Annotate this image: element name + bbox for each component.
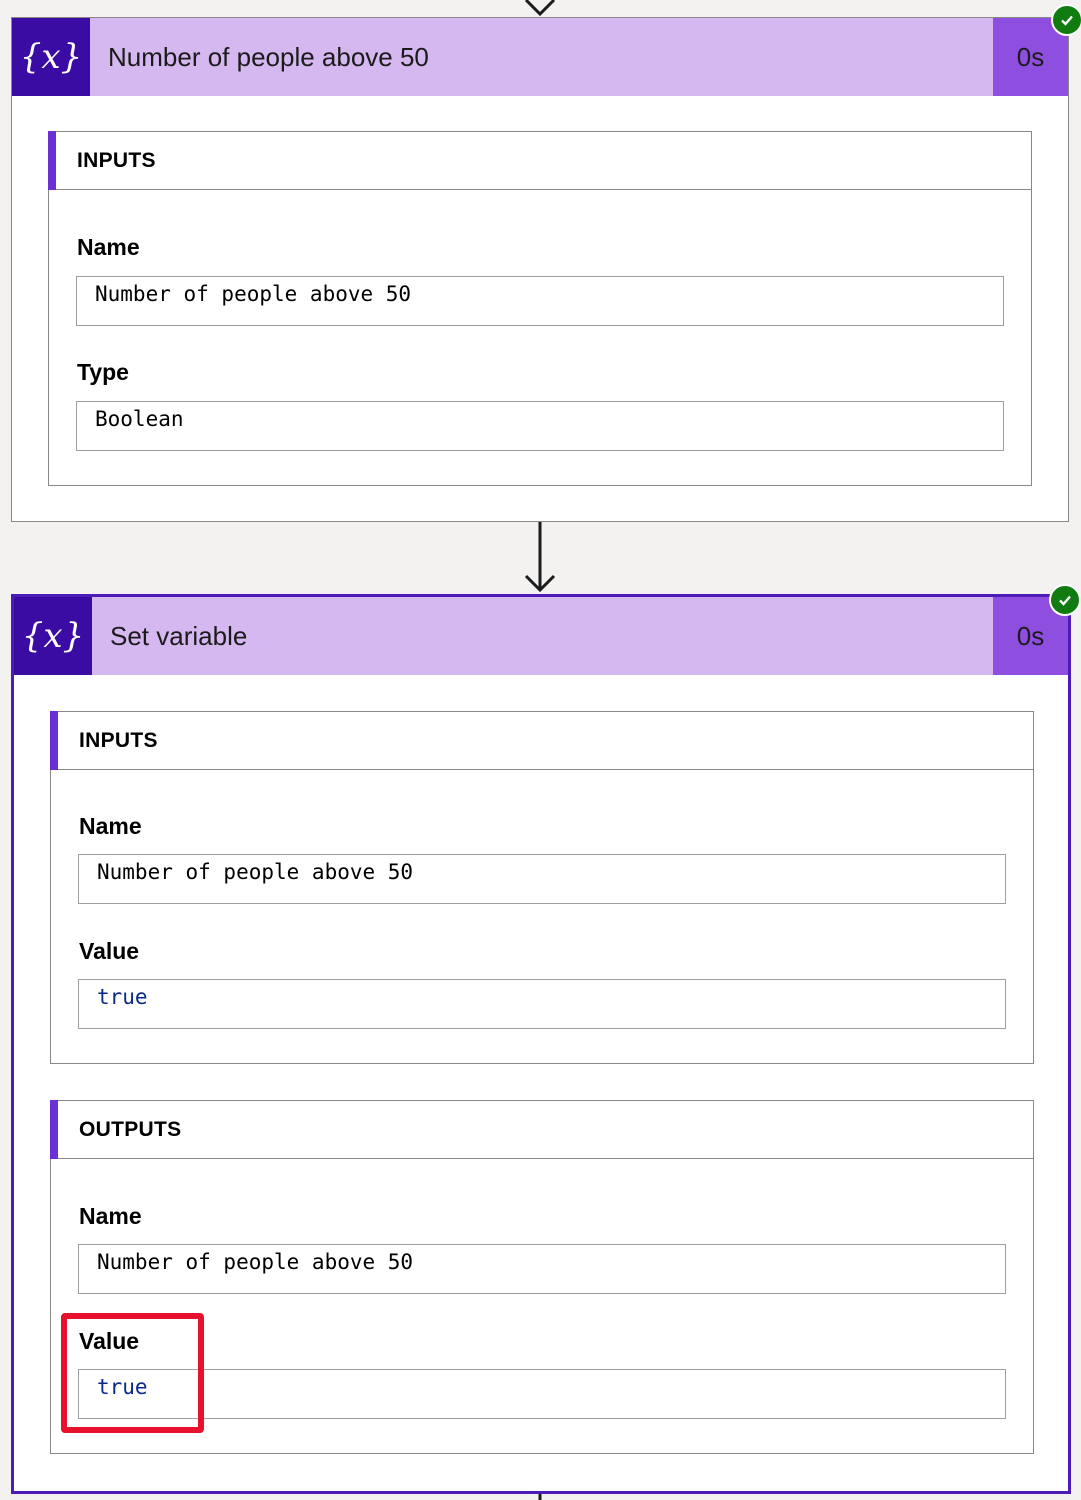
inputs-section (50, 711, 1034, 1064)
section-header[interactable] (49, 132, 1031, 190)
field-label-type: Type (77, 359, 129, 385)
card-header[interactable] (12, 18, 1068, 96)
action-card-initialize-variable[interactable] (11, 17, 1069, 522)
highlight-box (61, 1313, 204, 1433)
field-label-value: Value (79, 1328, 140, 1354)
inputs-section (48, 131, 1032, 486)
section-title: OUTPUTS (79, 1117, 182, 1141)
connector-arrow (520, 522, 560, 594)
card-header[interactable] (14, 597, 1068, 675)
success-check-icon (1051, 4, 1081, 36)
field-label-value: Value (79, 938, 140, 964)
connector-arrow-top (520, 0, 560, 18)
field-value-value: true (78, 1369, 1006, 1419)
card-title: Set variable (110, 620, 248, 651)
field-value-value: true (78, 979, 1006, 1029)
field-label-name: Name (79, 813, 142, 839)
success-check-icon (1049, 584, 1081, 616)
section-header[interactable] (51, 1101, 1033, 1159)
section-title: INPUTS (79, 728, 158, 752)
field-value-type: Boolean (76, 401, 1004, 451)
section-header[interactable] (51, 712, 1033, 770)
field-label-name: Name (79, 1203, 142, 1229)
duration-badge: 0s (993, 18, 1068, 96)
field-value-name: Number of people above 50 (76, 276, 1004, 326)
variable-icon: {x} (12, 18, 90, 96)
connector-line-bottom (538, 1494, 542, 1500)
section-title: INPUTS (77, 148, 156, 172)
card-title: Number of people above 50 (108, 41, 429, 72)
duration-badge: 0s (993, 597, 1068, 675)
variable-icon: {x} (14, 597, 92, 675)
field-label-name: Name (77, 234, 140, 260)
field-value-name: Number of people above 50 (78, 1244, 1006, 1294)
field-value-name: Number of people above 50 (78, 854, 1006, 904)
